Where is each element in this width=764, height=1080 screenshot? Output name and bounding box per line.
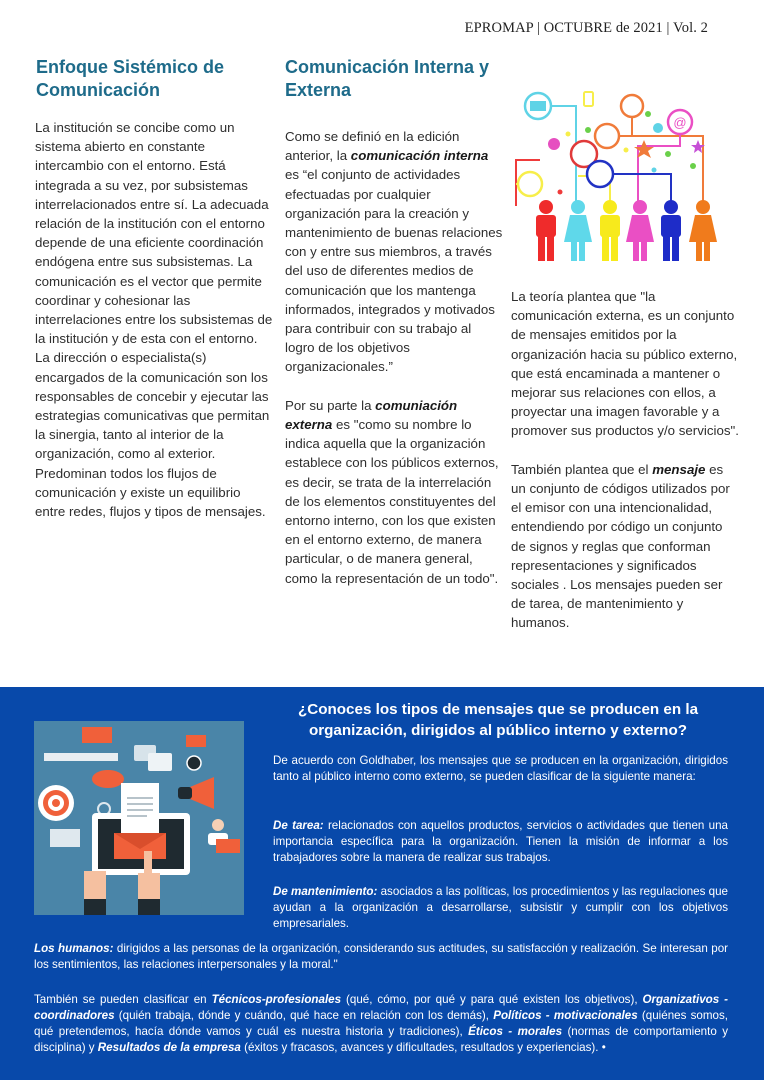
person-figure [600, 200, 620, 261]
message-type-mantenimiento [273, 884, 728, 932]
cloud-icon [92, 770, 124, 788]
text: (quiénes somos, qué pretendemos, hacía dónde vamos y cuál es nuestra historia y tradiciones), [34, 1009, 728, 1038]
text: dirigidos a las personas de la organización, considerando sus actitudes, su satisfacción y realización. Se interesan por los sentimientos, las relaciones interpersonales y la moral." [34, 942, 729, 971]
people-figures [536, 200, 717, 261]
contact-icon [621, 95, 643, 117]
masthead: EPROMAP | OCTUBRE de 2021 | Vol. 2 [464, 20, 708, 36]
user-icon [548, 138, 560, 150]
text: es "como su nombre lo indica aquella que la organización establece con los públicos externos, es decir, se trata de la interrelación de los elementos constituyentes del entorno interno, con los que existen en el entorno externo, de manera particular, o de manera general, como la representación de un todo". [285, 417, 499, 586]
text: Por su parte la [285, 397, 376, 413]
telephone-icon [595, 124, 619, 148]
message-types-question: ¿Conoces los tipos de mensajes que se producen en la organización, dirigidos al público interno y externo? [297, 701, 699, 739]
text: (quién trabaja, dónde y cuándo, qué hace en relación con los demás), [114, 1009, 494, 1022]
clock-icon [187, 756, 201, 770]
section-body-enfoque [35, 118, 273, 521]
text: También se pueden clasificar en [34, 993, 212, 1006]
paragraph-externa [285, 396, 503, 588]
message-types-section [0, 687, 764, 1080]
envelope-icon [186, 735, 206, 747]
envelope-icon [216, 839, 240, 853]
paragraph-mensaje [511, 460, 739, 633]
person-figure [689, 200, 717, 261]
text: asociados a las políticas, los procedimientos y las regulaciones que ayudan a la organización a desarrollarse, subsistir y cumplir con los objetivos empresariales. [273, 885, 728, 930]
paragraph: La institución se concibe como un sistema abierto en constante intercambio con el entorno. Está integrada a su vez, por subsistemas interrelacionados entre sí. La adecuada relación de la institución con el entorno depende de una eficiente coordinación endógena entre sus subsistemas. La comunicación es el vector que permite coordinar y cohesionar las interrelaciones entre los subsistemas de la institución y de esta con el entorno. La dirección o especialista(s) encargados de la comunicación son los responsables de concebir y ejecutar las estrategias comunicativas que permitan la sinergia, tanto al interior de la organización, como al exterior. Predominan todos los flujos de comunicación y existe un equilibrio entre redes, flujos y tipos de mensajes. [35, 120, 273, 520]
paragraph-teoria: La teoría plantea que "la comunicación externa, es un conjunto de mensajes emitidos por la organización hacia su público externo, que está encaminada a mantener o mejorar sus relaciones con ellos, a proyectar una imagen favorable y a promover sus productos y/o servicios". [511, 289, 739, 439]
chat-bubble-icon [148, 753, 172, 771]
twitter-icon [518, 172, 542, 196]
twitter-bird-icon [653, 123, 663, 133]
message-type-humanos [34, 941, 728, 973]
text: relacionados con aquellos productos, servicios o actividades que tienen una importancia específica para la organización. Tienen la misión de informar a los trabajadores sobre la manera de realizar sus trabajos. [273, 819, 728, 864]
label-de-tarea: De tarea: [273, 819, 324, 832]
emphasis-politicos: Políticos - motivacionales [493, 1009, 638, 1022]
message-type-tarea [273, 818, 728, 866]
person-icon [212, 819, 224, 831]
text: También plantea que el [511, 461, 653, 477]
text: (éxitos y fracasos, avances y dificultades, resultados y experiencias). • [240, 1041, 606, 1054]
people-network-illustration [508, 84, 738, 266]
text: (qué, cómo, por qué y para qué existen los objetivos), [341, 993, 643, 1006]
label-los-humanos: Los humanos: [34, 942, 114, 955]
emphasis-comunicacion-interna: comunicación interna [350, 148, 489, 164]
emphasis-comunicacion-externa: comuniación externa [285, 397, 458, 433]
label-de-mantenimiento: De mantenimiento: [273, 885, 378, 898]
phone-icon [584, 92, 593, 106]
section-body-teoria [511, 287, 739, 633]
handshake-icon [44, 753, 118, 761]
section-title-enfoque: Enfoque Sistémico de Comunicación [36, 57, 225, 100]
text: es “el conjunto de actividades efectuadas por cualquier organización para la creación y mantenimiento de buenas relaciones con y entre sus miembros, a través del uso de diferentes medios de comunicación que los mantenga informados, integrados y motivados para contribuir con su trabajo al logro de los objetivos organizacionales.” [285, 167, 503, 375]
section-body-comunicacion [285, 127, 503, 588]
additional-classification [34, 992, 728, 1056]
section-title-comunicacion: Comunicación Interna y Externa [285, 57, 490, 100]
digital-communication-illustration [34, 721, 244, 915]
goldhaber-intro: De acuerdo con Goldhaber, los mensajes que se producen en la organización, dirigidos tanto al público interno como externo, se pueden clasificar de la siguiente manera: [273, 754, 728, 783]
text: (normas de comportamiento y disciplina) y [34, 1025, 728, 1054]
emphasis-eticos: Éticos - morales [468, 1025, 563, 1038]
emphasis-organizativos: Organizativos - coordinadores [34, 993, 728, 1022]
hand-icon [84, 871, 106, 901]
person-figure [564, 200, 592, 261]
chat-icon [587, 161, 613, 187]
money-icon [50, 829, 80, 847]
text: es un conjunto de códigos utilizados por el emisor con una intencionalidad, entendiendo por código un conjunto de signos y reglas que conforman representaciones y significados sociales . Los mensajes pueden ser de tarea, de mantenimiento y humanos. [511, 461, 730, 631]
emphasis-resultados: Resultados de la empresa [97, 1041, 241, 1054]
person-figure [536, 200, 556, 261]
emphasis-mensaje: mensaje [652, 461, 706, 477]
emphasis-tecnicos-profesionales: Técnicos-profesionales [211, 993, 342, 1006]
svg-text:@: @ [673, 115, 687, 130]
person-figure [626, 200, 654, 261]
paragraph-interna [285, 127, 503, 377]
envelope-icon [82, 727, 112, 743]
text: Como se definió en la edición anterior, la [285, 129, 460, 164]
person-figure [661, 200, 681, 261]
